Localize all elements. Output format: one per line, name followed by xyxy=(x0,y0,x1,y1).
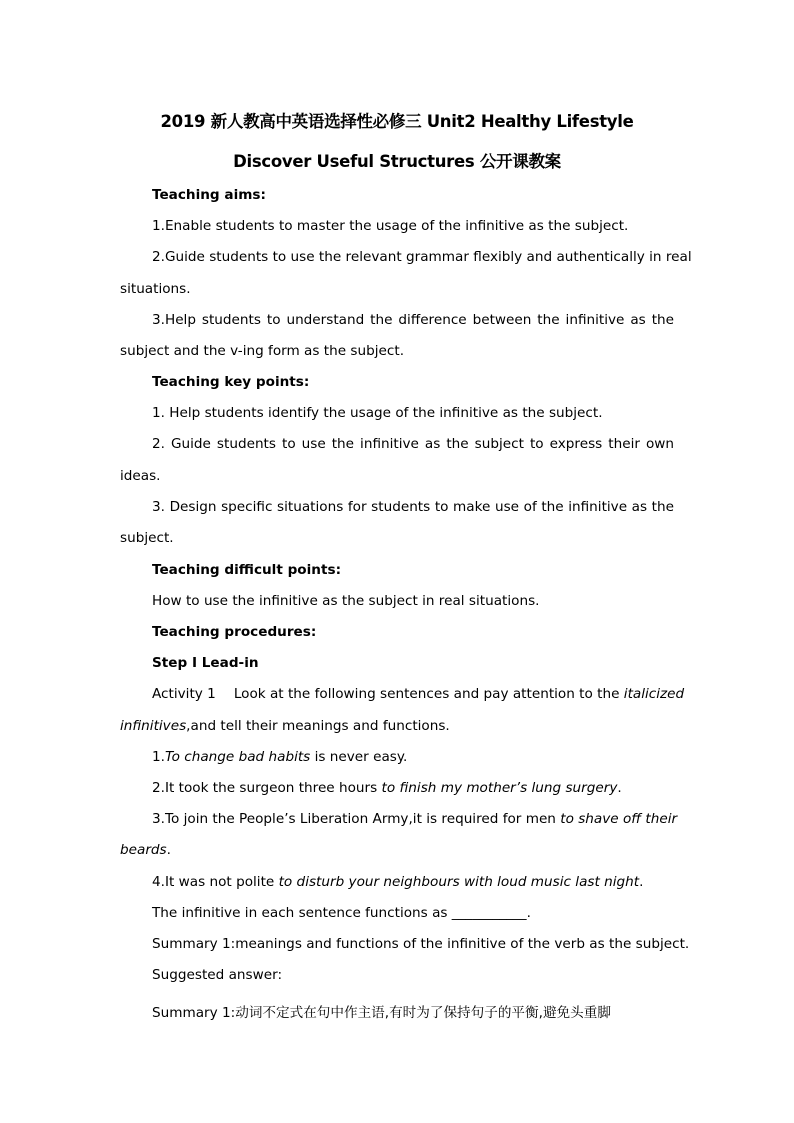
sentence-1-num: 1. xyxy=(152,749,165,765)
key-point-3-line1: 3. Design specific situations for students to make use of the infinitive as the xyxy=(152,499,674,515)
activity-italic-word-2: infinitives xyxy=(120,718,187,734)
difficult-points-heading: Teaching difficult points: xyxy=(152,562,342,578)
aim-item-2-line1: 2.Guide students to use the relevant grammar flexibly and authentically in real xyxy=(152,249,692,265)
summary-1-prompt: Summary 1:meanings and functions of the infinitive of the verb as the subject. xyxy=(152,936,690,952)
sentence-4-start: 4.It was not polite xyxy=(152,874,279,890)
sentence-3-infinitive-2: beards xyxy=(120,842,167,858)
sentence-2-infinitive: to finish my mother’s lung surgery xyxy=(381,780,618,796)
sentence-3-end: . xyxy=(166,842,171,858)
activity-text: Look at the following sentences and pay attention to the xyxy=(233,686,620,702)
sentence-3-line2 xyxy=(120,841,171,859)
sentence-3-start: 3.To join the People’s Liberation Army,it is required for men xyxy=(152,811,561,827)
sentence-2-end: . xyxy=(617,780,622,796)
activity-1-line1 xyxy=(152,685,685,703)
aim-item-1: 1.Enable students to master the usage of the infinitive as the subject. xyxy=(152,218,629,234)
activity-label: Activity 1 xyxy=(152,686,216,702)
sentence-2 xyxy=(152,779,622,797)
aim-item-2-line2: situations. xyxy=(120,281,191,297)
sentence-1-rest: is never easy. xyxy=(310,749,408,765)
procedures-heading: Teaching procedures: xyxy=(152,624,317,640)
sentence-3-infinitive: to shave off their xyxy=(560,811,678,827)
suggested-answer-label: Suggested answer: xyxy=(152,967,283,983)
activity-text-2: ,and tell their meanings and functions. xyxy=(186,718,450,734)
key-point-2-line1: 2. Guide students to use the infinitive as the subject to express their own xyxy=(152,436,674,452)
key-point-3-line2: subject. xyxy=(120,530,174,546)
key-points-heading: Teaching key points: xyxy=(152,374,310,390)
sentence-4 xyxy=(152,873,643,891)
sentence-4-end: . xyxy=(639,874,644,890)
teaching-aims-heading: Teaching aims: xyxy=(152,187,266,203)
step-1-heading: Step Ⅰ Lead-in xyxy=(152,655,259,671)
aim-item-3-line1: 3.Help students to understand the difference between the infinitive as the xyxy=(152,312,674,328)
sentence-1 xyxy=(152,748,407,766)
fill-in-blank-prompt: The infinitive in each sentence functions as ___________. xyxy=(152,905,531,921)
key-point-1: 1. Help students identify the usage of the infinitive as the subject. xyxy=(152,405,603,421)
document-title-line2: Discover Useful Structures 公开课教案 xyxy=(233,152,561,171)
key-point-2-line2: ideas. xyxy=(120,468,161,484)
sentence-4-infinitive: to disturb your neighbours with loud music last night xyxy=(278,874,640,890)
activity-1-line2 xyxy=(120,717,450,735)
summary-1-chinese: Summary 1:动词不定式在句中作主语,有时为了保持句子的平衡,避免头重脚 xyxy=(152,1005,611,1021)
sentence-1-infinitive: To change bad habits xyxy=(164,749,311,765)
sentence-2-start: 2.It took the surgeon three hours xyxy=(152,780,382,796)
sentence-3-line1 xyxy=(152,810,678,828)
document-title-line1: 2019 新人教高中英语选择性必修三 Unit2 Healthy Lifestyle xyxy=(160,112,634,131)
difficult-points-text: How to use the infinitive as the subject in real situations. xyxy=(152,593,540,609)
aim-item-3-line2: subject and the v-ing form as the subject. xyxy=(120,343,405,359)
activity-italic-word: italicized xyxy=(623,686,685,702)
